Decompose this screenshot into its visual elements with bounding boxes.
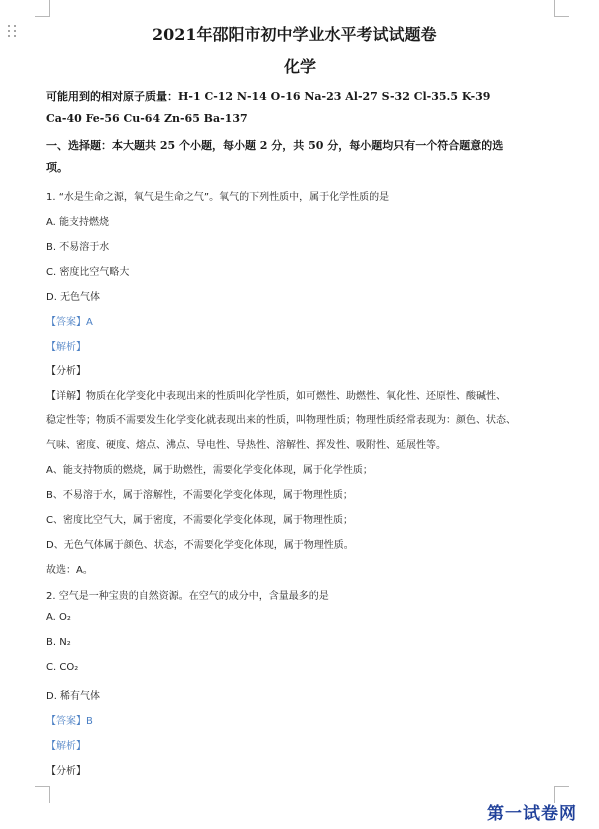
drag-handle-icon[interactable] — [7, 24, 19, 38]
atomic-masses-line-2: Ca-40 Fe-56 Cu-64 Zn-65 Ba-137 — [46, 112, 248, 125]
question-1-jiexi-label: 【解析】 — [46, 342, 86, 353]
question-2-jiexi-label: 【解析】 — [46, 741, 86, 752]
section-heading-line-2: 项。 — [46, 161, 68, 174]
question-1-detail-line: B、不易溶于水，属于溶解性，不需要化学变化体现，属于物理性质； — [46, 490, 353, 501]
question-2-option-b: B. N₂ — [46, 637, 71, 648]
doc-title: 2021年邵阳市初中学业水平考试试题卷 — [152, 25, 437, 44]
question-1-detail-line: 【详解】物质在化学变化中表现出来的性质叫化学性质，如可燃性、助燃性、氧化性、还原性、酸碱性、 — [46, 391, 506, 402]
question-1-detail-line: D、无色气体属于颜色、状态，不需要化学变化体现，属于物理性质。 — [46, 540, 354, 551]
question-2-option-d: D. 稀有气体 — [46, 691, 101, 702]
question-1-answer: 【答案】A — [46, 317, 93, 328]
question-2-fenxi-label: 【分析】 — [46, 766, 86, 777]
question-2-answer: 【答案】B — [46, 716, 93, 727]
page-corner-mark-top-right — [554, 0, 569, 17]
question-1-option-c: C. 密度比空气略大 — [46, 267, 130, 278]
question-1-option-b: B. 不易溶于水 — [46, 242, 110, 253]
question-2-option-a: A. O₂ — [46, 612, 71, 623]
question-1-detail-line: A、能支持物质的燃烧，属于助燃性，需要化学变化体现，属于化学性质； — [46, 465, 373, 476]
question-2-option-c: C. CO₂ — [46, 662, 79, 673]
question-1-detail-line: C、密度比空气大，属于密度，不需要化学变化体现，属于物理性质； — [46, 515, 353, 526]
question-1-stem: 1. “水是生命之源，氧气是生命之气”。氧气的下列性质中，属于化学性质的是 — [46, 192, 390, 203]
question-1-conclusion: 故选：A。 — [46, 565, 93, 576]
question-1-option-a: A. 能支持燃烧 — [46, 217, 110, 228]
question-1-fenxi-label: 【分析】 — [46, 366, 86, 377]
question-2-stem: 2. 空气是一种宝贵的自然资源。在空气的成分中，含量最多的是 — [46, 591, 329, 602]
question-1-option-d: D. 无色气体 — [46, 292, 101, 303]
page-corner-mark-top-left — [35, 0, 50, 17]
atomic-masses-line-1: 可能用到的相对原子质量：H-1 C-12 N-14 O-16 Na-23 Al-27 S-32 Cl-35.5 K-39 — [46, 90, 491, 103]
section-heading-line-1: 一、选择题：本大题共 25 个小题，每小题 2 分，共 50 分，每小题均只有一个符合题意的选 — [46, 139, 504, 152]
question-1-detail-line: 稳定性等；物质不需要发生化学变化就表现出来的性质，叫物理性质；物理性质经常表现为：颜色、状态、 — [46, 415, 516, 426]
doc-subtitle: 化学 — [284, 57, 317, 76]
site-watermark: 第一试卷网 — [487, 804, 577, 824]
question-1-detail-line: 气味、密度、硬度、熔点、沸点、导电性、导热性、溶解性、挥发性、吸附性、延展性等。 — [46, 440, 446, 451]
page-corner-mark-bottom-left — [35, 786, 50, 803]
